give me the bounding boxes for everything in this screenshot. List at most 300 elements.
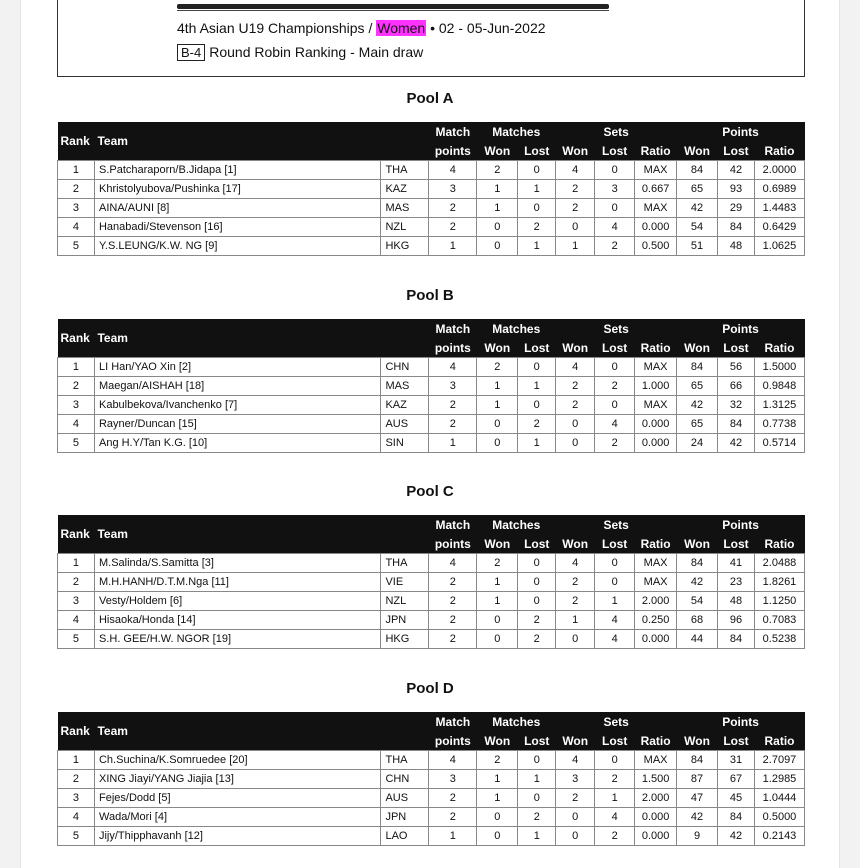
- pool-ranking-table: [57, 515, 805, 649]
- match-points-header: points: [429, 731, 477, 751]
- pool-ranking-table: [57, 122, 805, 256]
- sets-won-cell: 2: [556, 592, 595, 611]
- points-won-cell: 42: [677, 396, 718, 415]
- match-header: Match: [429, 712, 477, 731]
- points-won-header: Won: [677, 534, 718, 554]
- nation-cell: LAO: [381, 827, 429, 846]
- match-points-header: points: [429, 141, 477, 161]
- team-cell: Hanabadi/Stevenson [16]: [94, 218, 380, 237]
- nation-cell: JPN: [381, 808, 429, 827]
- points-won-header: Won: [677, 731, 718, 751]
- team-header: Team: [94, 319, 428, 358]
- sets-won-cell: 4: [556, 161, 595, 180]
- matches-lost-cell: 0: [518, 751, 556, 770]
- matches-won-header: Won: [477, 731, 518, 751]
- points-ratio-cell: 2.0000: [754, 161, 804, 180]
- points-lost-cell: 23: [718, 573, 755, 592]
- nation-cell: NZL: [381, 592, 429, 611]
- nation-cell: VIE: [381, 573, 429, 592]
- match-points-cell: 1: [429, 237, 477, 256]
- sets-ratio-cell: 0.000: [635, 827, 677, 846]
- points-lost-cell: 84: [718, 630, 755, 649]
- draw-title: Round Robin Ranking - Main draw: [209, 44, 424, 60]
- sets-ratio-cell: 0.500: [635, 237, 677, 256]
- sets-lost-cell: 4: [595, 611, 635, 630]
- match-points-cell: 2: [429, 592, 477, 611]
- matches-lost-cell: 1: [518, 180, 556, 199]
- matches-won-cell: 2: [477, 358, 518, 377]
- points-lost-cell: 93: [718, 180, 755, 199]
- points-won-cell: 84: [677, 751, 718, 770]
- sets-won-cell: 0: [556, 415, 595, 434]
- points-won-cell: 24: [677, 434, 718, 453]
- points-ratio-header: Ratio: [754, 338, 804, 358]
- sets-header: Sets: [556, 122, 677, 141]
- points-lost-cell: 84: [718, 808, 755, 827]
- matches-won-cell: 0: [477, 237, 518, 256]
- sets-lost-cell: 4: [595, 415, 635, 434]
- match-header: Match: [429, 319, 477, 338]
- points-won-cell: 9: [677, 827, 718, 846]
- event-prefix: 4th Asian U19 Championships /: [177, 20, 377, 36]
- match-points-cell: 4: [429, 358, 477, 377]
- team-cell: Kabulbekova/Ivanchenko [7]: [94, 396, 380, 415]
- matches-lost-cell: 2: [518, 808, 556, 827]
- sets-won-cell: 2: [556, 377, 595, 396]
- matches-header: Matches: [477, 515, 556, 534]
- sets-ratio-cell: 2.000: [635, 789, 677, 808]
- points-ratio-cell: 0.6429: [754, 218, 804, 237]
- matches-won-cell: 0: [477, 218, 518, 237]
- points-lost-cell: 31: [718, 751, 755, 770]
- points-header: Points: [677, 122, 805, 141]
- matches-won-header: Won: [477, 141, 518, 161]
- points-lost-header: Lost: [718, 731, 755, 751]
- team-cell: M.H.HANH/D.T.M.Nga [11]: [94, 573, 380, 592]
- sets-lost-cell: 0: [595, 396, 635, 415]
- sets-header: Sets: [556, 515, 677, 534]
- pool-ranking-table: [57, 712, 805, 846]
- sets-lost-header: Lost: [595, 141, 635, 161]
- nation-cell: SIN: [381, 434, 429, 453]
- table-row: [58, 592, 805, 611]
- points-ratio-cell: 2.0488: [754, 554, 804, 573]
- points-lost-cell: 48: [718, 237, 755, 256]
- header-box: [57, 0, 805, 77]
- sets-won-cell: 0: [556, 218, 595, 237]
- sets-ratio-cell: 1.500: [635, 770, 677, 789]
- sets-lost-cell: 2: [595, 827, 635, 846]
- nation-cell: AUS: [381, 415, 429, 434]
- rank-cell: 4: [58, 415, 95, 434]
- sets-lost-cell: 1: [595, 592, 635, 611]
- sets-ratio-cell: 1.000: [635, 377, 677, 396]
- points-lost-cell: 66: [718, 377, 755, 396]
- points-ratio-header: Ratio: [754, 731, 804, 751]
- rank-cell: 4: [58, 218, 95, 237]
- points-lost-cell: 96: [718, 611, 755, 630]
- rank-cell: 1: [58, 751, 95, 770]
- sets-ratio-cell: MAX: [635, 161, 677, 180]
- sets-ratio-cell: MAX: [635, 573, 677, 592]
- nation-cell: AUS: [381, 789, 429, 808]
- matches-lost-cell: 0: [518, 554, 556, 573]
- match-points-cell: 2: [429, 199, 477, 218]
- matches-won-cell: 0: [477, 808, 518, 827]
- sets-ratio-cell: MAX: [635, 751, 677, 770]
- match-points-cell: 1: [429, 434, 477, 453]
- sets-ratio-header: Ratio: [635, 534, 677, 554]
- points-ratio-cell: 0.7083: [754, 611, 804, 630]
- sets-lost-cell: 2: [595, 377, 635, 396]
- team-cell: Jijy/Thipphavanh [12]: [94, 827, 380, 846]
- matches-won-cell: 1: [477, 180, 518, 199]
- rank-cell: 4: [58, 611, 95, 630]
- points-ratio-cell: 0.9848: [754, 377, 804, 396]
- match-points-cell: 1: [429, 827, 477, 846]
- document-page: [20, 0, 840, 868]
- points-ratio-cell: 1.4483: [754, 199, 804, 218]
- matches-won-header: Won: [477, 338, 518, 358]
- matches-lost-cell: 0: [518, 199, 556, 218]
- rank-cell: 4: [58, 808, 95, 827]
- matches-won-cell: 1: [477, 396, 518, 415]
- matches-lost-cell: 1: [518, 827, 556, 846]
- points-lost-cell: 45: [718, 789, 755, 808]
- matches-lost-cell: 1: [518, 377, 556, 396]
- points-ratio-cell: 0.7738: [754, 415, 804, 434]
- matches-lost-cell: 0: [518, 161, 556, 180]
- matches-won-cell: 1: [477, 573, 518, 592]
- sets-ratio-header: Ratio: [635, 141, 677, 161]
- matches-lost-header: Lost: [518, 534, 556, 554]
- nation-cell: KAZ: [381, 396, 429, 415]
- rank-cell: 3: [58, 592, 95, 611]
- points-ratio-cell: 1.8261: [754, 573, 804, 592]
- points-ratio-cell: 1.5000: [754, 358, 804, 377]
- table-row: [58, 770, 805, 789]
- sets-won-header: Won: [556, 141, 595, 161]
- nation-cell: KAZ: [381, 180, 429, 199]
- team-cell: Wada/Mori [4]: [94, 808, 380, 827]
- points-ratio-cell: 0.5000: [754, 808, 804, 827]
- sets-lost-cell: 0: [595, 573, 635, 592]
- sets-won-cell: 2: [556, 199, 595, 218]
- table-row: [58, 415, 805, 434]
- points-ratio-cell: 1.0625: [754, 237, 804, 256]
- table-row: [58, 161, 805, 180]
- sets-won-cell: 4: [556, 554, 595, 573]
- team-cell: Maegan/AISHAH [18]: [94, 377, 380, 396]
- matches-lost-cell: 0: [518, 396, 556, 415]
- match-points-cell: 2: [429, 218, 477, 237]
- matches-lost-cell: 1: [518, 434, 556, 453]
- draw-code-badge: B-4: [177, 44, 205, 61]
- sets-ratio-cell: MAX: [635, 554, 677, 573]
- points-header: Points: [677, 319, 805, 338]
- points-ratio-cell: 1.0444: [754, 789, 804, 808]
- sets-won-header: Won: [556, 338, 595, 358]
- matches-won-cell: 2: [477, 161, 518, 180]
- sets-lost-cell: 4: [595, 808, 635, 827]
- team-cell: XING Jiayi/YANG Jiajia [13]: [94, 770, 380, 789]
- sets-won-cell: 2: [556, 396, 595, 415]
- sets-ratio-cell: 0.000: [635, 434, 677, 453]
- points-lost-cell: 42: [718, 161, 755, 180]
- points-lost-cell: 67: [718, 770, 755, 789]
- sets-ratio-cell: MAX: [635, 396, 677, 415]
- nation-cell: THA: [381, 751, 429, 770]
- sets-lost-cell: 0: [595, 554, 635, 573]
- points-won-cell: 42: [677, 199, 718, 218]
- matches-header: Matches: [477, 712, 556, 731]
- sets-won-header: Won: [556, 534, 595, 554]
- matches-lost-header: Lost: [518, 338, 556, 358]
- sets-lost-cell: 2: [595, 237, 635, 256]
- matches-lost-cell: 2: [518, 218, 556, 237]
- points-won-cell: 54: [677, 218, 718, 237]
- match-points-cell: 4: [429, 751, 477, 770]
- sets-won-cell: 0: [556, 630, 595, 649]
- points-won-cell: 65: [677, 415, 718, 434]
- points-header: Points: [677, 515, 805, 534]
- matches-won-cell: 1: [477, 770, 518, 789]
- points-ratio-cell: 0.2143: [754, 827, 804, 846]
- nation-cell: NZL: [381, 218, 429, 237]
- points-won-cell: 87: [677, 770, 718, 789]
- sets-ratio-header: Ratio: [635, 338, 677, 358]
- table-row: [58, 218, 805, 237]
- matches-won-cell: 0: [477, 415, 518, 434]
- points-lost-cell: 32: [718, 396, 755, 415]
- points-won-header: Won: [677, 338, 718, 358]
- sets-won-cell: 2: [556, 789, 595, 808]
- matches-lost-cell: 1: [518, 237, 556, 256]
- nation-cell: THA: [381, 161, 429, 180]
- sets-lost-header: Lost: [595, 534, 635, 554]
- sets-ratio-cell: 2.000: [635, 592, 677, 611]
- rank-cell: 2: [58, 770, 95, 789]
- sets-won-header: Won: [556, 731, 595, 751]
- rank-cell: 5: [58, 434, 95, 453]
- points-won-cell: 84: [677, 554, 718, 573]
- sets-won-cell: 1: [556, 237, 595, 256]
- pool-ranking-table: [57, 319, 805, 453]
- table-row: [58, 573, 805, 592]
- sets-won-cell: 1: [556, 611, 595, 630]
- points-lost-header: Lost: [718, 338, 755, 358]
- match-points-cell: 2: [429, 573, 477, 592]
- match-header: Match: [429, 515, 477, 534]
- sets-lost-cell: 0: [595, 358, 635, 377]
- matches-lost-cell: 0: [518, 789, 556, 808]
- sets-ratio-cell: 0.000: [635, 415, 677, 434]
- match-points-cell: 2: [429, 415, 477, 434]
- points-lost-cell: 42: [718, 434, 755, 453]
- points-lost-cell: 56: [718, 358, 755, 377]
- rank-cell: 5: [58, 237, 95, 256]
- matches-lost-cell: 0: [518, 592, 556, 611]
- rank-cell: 1: [58, 554, 95, 573]
- nation-cell: JPN: [381, 611, 429, 630]
- points-lost-cell: 84: [718, 218, 755, 237]
- table-row: [58, 237, 805, 256]
- sets-lost-cell: 2: [595, 434, 635, 453]
- sets-won-cell: 4: [556, 358, 595, 377]
- matches-lost-cell: 0: [518, 573, 556, 592]
- table-row: [58, 396, 805, 415]
- sets-ratio-cell: 0.250: [635, 611, 677, 630]
- table-row: [58, 611, 805, 630]
- team-header: Team: [94, 122, 428, 161]
- rank-header: Rank: [58, 319, 95, 358]
- rank-cell: 2: [58, 377, 95, 396]
- team-cell: M.Salinda/S.Samitta [3]: [94, 554, 380, 573]
- points-ratio-header: Ratio: [754, 534, 804, 554]
- matches-won-cell: 0: [477, 434, 518, 453]
- nation-cell: HKG: [381, 630, 429, 649]
- sets-ratio-header: Ratio: [635, 731, 677, 751]
- points-ratio-cell: 0.5238: [754, 630, 804, 649]
- points-won-cell: 84: [677, 358, 718, 377]
- rank-cell: 1: [58, 161, 95, 180]
- rank-cell: 2: [58, 573, 95, 592]
- rank-cell: 1: [58, 358, 95, 377]
- nation-cell: HKG: [381, 237, 429, 256]
- table-row: [58, 554, 805, 573]
- table-row: [58, 434, 805, 453]
- team-cell: AINA/AUNI [8]: [94, 199, 380, 218]
- draw-line: [177, 44, 423, 61]
- match-points-cell: 3: [429, 770, 477, 789]
- matches-lost-cell: 2: [518, 415, 556, 434]
- event-line: [177, 20, 546, 36]
- points-won-cell: 54: [677, 592, 718, 611]
- points-ratio-header: Ratio: [754, 141, 804, 161]
- pool-title: Pool B: [406, 287, 454, 304]
- match-points-header: points: [429, 338, 477, 358]
- sets-header: Sets: [556, 319, 677, 338]
- points-lost-cell: 29: [718, 199, 755, 218]
- team-cell: Rayner/Duncan [15]: [94, 415, 380, 434]
- match-points-cell: 4: [429, 161, 477, 180]
- sets-lost-cell: 0: [595, 751, 635, 770]
- table-row: [58, 808, 805, 827]
- points-won-cell: 42: [677, 808, 718, 827]
- title-underline: [177, 10, 609, 11]
- rank-cell: 3: [58, 396, 95, 415]
- sets-ratio-cell: 0.000: [635, 630, 677, 649]
- sets-lost-header: Lost: [595, 731, 635, 751]
- nation-cell: THA: [381, 554, 429, 573]
- rank-header: Rank: [58, 515, 95, 554]
- points-lost-cell: 42: [718, 827, 755, 846]
- points-ratio-cell: 1.1250: [754, 592, 804, 611]
- matches-won-cell: 0: [477, 630, 518, 649]
- cut-off-title-line: [177, 4, 609, 9]
- rank-cell: 5: [58, 827, 95, 846]
- points-won-cell: 42: [677, 573, 718, 592]
- points-lost-cell: 41: [718, 554, 755, 573]
- sets-ratio-cell: MAX: [635, 358, 677, 377]
- match-points-cell: 2: [429, 808, 477, 827]
- rank-cell: 5: [58, 630, 95, 649]
- sets-won-cell: 0: [556, 808, 595, 827]
- sets-won-cell: 4: [556, 751, 595, 770]
- matches-won-cell: 1: [477, 377, 518, 396]
- matches-lost-header: Lost: [518, 141, 556, 161]
- table-row: [58, 180, 805, 199]
- points-won-header: Won: [677, 141, 718, 161]
- rank-cell: 3: [58, 199, 95, 218]
- matches-lost-cell: 2: [518, 611, 556, 630]
- team-cell: Hisaoka/Honda [14]: [94, 611, 380, 630]
- rank-cell: 3: [58, 789, 95, 808]
- sets-won-cell: 2: [556, 573, 595, 592]
- match-points-cell: 2: [429, 611, 477, 630]
- points-won-cell: 47: [677, 789, 718, 808]
- matches-lost-cell: 2: [518, 630, 556, 649]
- match-points-header: points: [429, 534, 477, 554]
- team-header: Team: [94, 515, 428, 554]
- team-cell: Ch.Suchina/K.Somruedee [20]: [94, 751, 380, 770]
- points-ratio-cell: 1.3125: [754, 396, 804, 415]
- points-header: Points: [677, 712, 805, 731]
- points-ratio-cell: 2.7097: [754, 751, 804, 770]
- team-cell: LI Han/YAO Xin [2]: [94, 358, 380, 377]
- matches-won-header: Won: [477, 534, 518, 554]
- sets-won-cell: 2: [556, 180, 595, 199]
- sets-lost-cell: 4: [595, 630, 635, 649]
- team-cell: Khristolyubova/Pushinka [17]: [94, 180, 380, 199]
- match-points-cell: 2: [429, 396, 477, 415]
- sets-ratio-cell: 0.667: [635, 180, 677, 199]
- pool-title: Pool D: [406, 680, 454, 697]
- nation-cell: MAS: [381, 377, 429, 396]
- match-header: Match: [429, 122, 477, 141]
- match-points-cell: 3: [429, 377, 477, 396]
- points-won-cell: 68: [677, 611, 718, 630]
- table-row: [58, 827, 805, 846]
- sets-lost-header: Lost: [595, 338, 635, 358]
- table-row: [58, 358, 805, 377]
- rank-header: Rank: [58, 712, 95, 751]
- pool-title: Pool C: [406, 483, 454, 500]
- pool-title: Pool A: [406, 90, 454, 107]
- points-ratio-cell: 0.5714: [754, 434, 804, 453]
- points-won-cell: 65: [677, 377, 718, 396]
- points-lost-cell: 48: [718, 592, 755, 611]
- team-cell: S.H. GEE/H.W. NGOR [19]: [94, 630, 380, 649]
- rank-header: Rank: [58, 122, 95, 161]
- sets-lost-cell: 3: [595, 180, 635, 199]
- sets-lost-cell: 2: [595, 770, 635, 789]
- points-lost-header: Lost: [718, 534, 755, 554]
- matches-won-cell: 1: [477, 199, 518, 218]
- event-dates: • 02 - 05-Jun-2022: [426, 20, 546, 36]
- matches-won-cell: 0: [477, 827, 518, 846]
- team-cell: S.Patcharaporn/B.Jidapa [1]: [94, 161, 380, 180]
- team-cell: Ang H.Y/Tan K.G. [10]: [94, 434, 380, 453]
- event-category-highlight: Women: [377, 20, 426, 36]
- sets-won-cell: 3: [556, 770, 595, 789]
- sets-ratio-cell: 0.000: [635, 808, 677, 827]
- sets-lost-cell: 4: [595, 218, 635, 237]
- team-cell: Y.S.LEUNG/K.W. NG [9]: [94, 237, 380, 256]
- points-won-cell: 44: [677, 630, 718, 649]
- table-row: [58, 377, 805, 396]
- points-ratio-cell: 1.2985: [754, 770, 804, 789]
